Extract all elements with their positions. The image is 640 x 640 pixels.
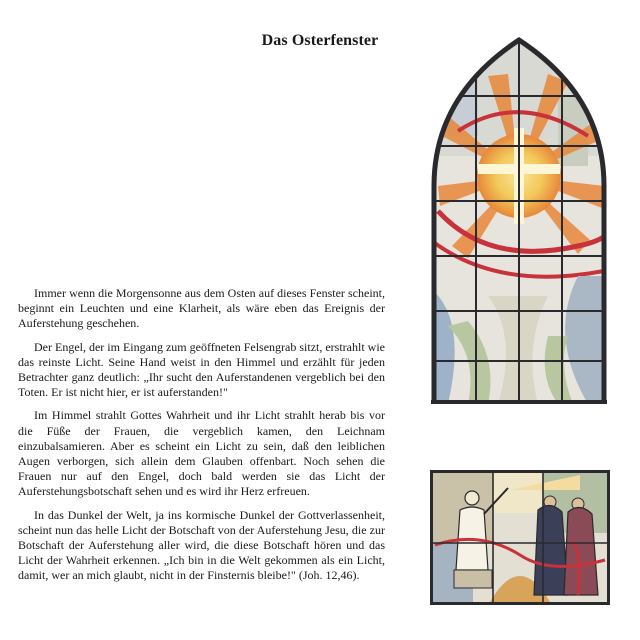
paragraph: Der Engel, der im Eingang zum geöffneten Felsengrab sitzt, erstrahlt wie das reinste Licht. Seine Hand weist in den Himmel und erzählt für jeden Betrachter ganz deutlich: „Ihr sucht den Auferstandenen vergeblich bei den Toten. Er ist nicht hier, er ist auferstanden!"	[18, 339, 385, 400]
page-title: Das Osterfenster	[261, 32, 379, 49]
easter-window-image	[428, 36, 610, 404]
angel-and-women-window-image	[430, 470, 610, 605]
article-body	[18, 286, 385, 592]
paragraph: Immer wenn die Morgensonne aus dem Osten auf dieses Fenster scheint, beginnt ein Leuchten und eine Klarheit, als wäre eben das Ereignis der Auferstehung geschehen.	[18, 286, 385, 331]
paragraph: In das Dunkel der Welt, ja ins kormische Dunkel der Gottverlassenheit, scheint nun das helle Licht der Botschaft von der Auferstehung Jesu, die zur Botschaft der Auferstehung aller wird, die diese Botschaft hören und das Licht der Wahrheit erkennen. „Ich bin in die Welt gekommen als ein Licht, damit, wer an mich glaubt, nicht in der Finsternis bleibe!" (Joh. 12,46).	[18, 507, 385, 583]
paragraph: Im Himmel strahlt Gottes Wahrheit und ihr Licht strahlt herab bis vor die Füße der Frauen, die vergeblich kamen, den Leichnam einzubalsamieren. Aber es scheint ein Licht zu sein, daß den leiblichen Augen verborgen, sich allein dem Glauben offenbart. Noch sehen die Frauen nur auf den Engel, doch bald werden sie das Licht der Auferstehungsbotschaft sehen und es wird ihr Herz erfreuen.	[18, 408, 385, 499]
